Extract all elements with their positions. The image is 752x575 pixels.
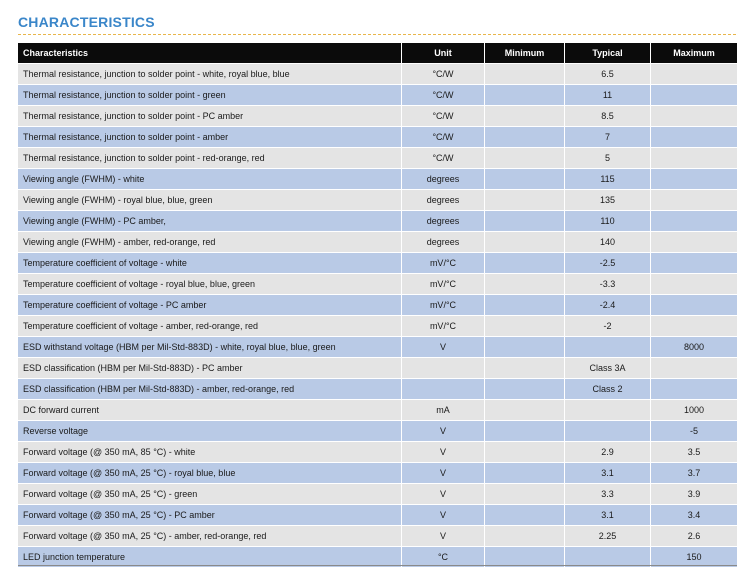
table-row — [18, 421, 737, 442]
typical-cell: -2.5 — [565, 253, 651, 274]
characteristic-cell: Temperature coefficient of voltage - amber, red-orange, red — [18, 316, 402, 337]
characteristic-cell: Viewing angle (FWHM) - amber, red-orange, red — [18, 232, 402, 253]
minimum-cell — [485, 85, 565, 106]
table-row — [18, 253, 737, 274]
table-row — [18, 442, 737, 463]
characteristic-cell: Reverse voltage — [18, 421, 402, 442]
minimum-cell — [485, 274, 565, 295]
maximum-cell — [651, 358, 737, 379]
table-row — [18, 232, 737, 253]
typical-cell: -2 — [565, 316, 651, 337]
typical-cell: 5 — [565, 148, 651, 169]
minimum-cell — [485, 505, 565, 526]
title-divider — [18, 34, 736, 35]
unit-cell: V — [402, 484, 485, 505]
typical-cell — [565, 337, 651, 358]
maximum-cell: 3.7 — [651, 463, 737, 484]
unit-cell: °C/W — [402, 148, 485, 169]
characteristic-cell: Thermal resistance, junction to solder point - green — [18, 85, 402, 106]
minimum-cell — [485, 127, 565, 148]
typical-cell: -2.4 — [565, 295, 651, 316]
characteristic-cell: Viewing angle (FWHM) - PC amber, — [18, 211, 402, 232]
characteristic-cell: Thermal resistance, junction to solder point - white, royal blue, blue — [18, 64, 402, 85]
unit-cell: V — [402, 526, 485, 547]
maximum-cell: 3.9 — [651, 484, 737, 505]
minimum-cell — [485, 379, 565, 400]
typical-cell: Class 2 — [565, 379, 651, 400]
table-row — [18, 463, 737, 484]
unit-cell: °C/W — [402, 64, 485, 85]
maximum-cell — [651, 148, 737, 169]
characteristic-cell: Thermal resistance, junction to solder point - red-orange, red — [18, 148, 402, 169]
maximum-cell — [651, 64, 737, 85]
maximum-cell: 2.6 — [651, 526, 737, 547]
table-row — [18, 358, 737, 379]
maximum-cell: -5 — [651, 421, 737, 442]
table-row — [18, 148, 737, 169]
minimum-cell — [485, 232, 565, 253]
typical-cell: 3.1 — [565, 505, 651, 526]
characteristics-table — [18, 43, 737, 568]
characteristic-cell: Temperature coefficient of voltage - royal blue, blue, green — [18, 274, 402, 295]
unit-cell: mV/°C — [402, 295, 485, 316]
characteristic-cell: Forward voltage (@ 350 mA, 85 °C) - white — [18, 442, 402, 463]
typical-cell: 110 — [565, 211, 651, 232]
unit-cell: V — [402, 421, 485, 442]
minimum-cell — [485, 106, 565, 127]
unit-cell: degrees — [402, 169, 485, 190]
characteristic-cell: Forward voltage (@ 350 mA, 25 °C) - amber, red-orange, red — [18, 526, 402, 547]
typical-cell: 3.3 — [565, 484, 651, 505]
typical-cell: 8.5 — [565, 106, 651, 127]
table-row — [18, 526, 737, 547]
characteristic-cell: Viewing angle (FWHM) - royal blue, blue, green — [18, 190, 402, 211]
section-title: CHARACTERISTICS — [18, 14, 155, 30]
header-typical: Typical — [565, 43, 651, 64]
typical-cell: 135 — [565, 190, 651, 211]
maximum-cell — [651, 316, 737, 337]
typical-cell — [565, 400, 651, 421]
minimum-cell — [485, 295, 565, 316]
unit-cell: mA — [402, 400, 485, 421]
table-row — [18, 127, 737, 148]
table-row — [18, 169, 737, 190]
minimum-cell — [485, 211, 565, 232]
typical-cell: 7 — [565, 127, 651, 148]
unit-cell — [402, 379, 485, 400]
typical-cell: 140 — [565, 232, 651, 253]
minimum-cell — [485, 148, 565, 169]
typical-cell: 3.1 — [565, 463, 651, 484]
minimum-cell — [485, 190, 565, 211]
unit-cell: °C — [402, 547, 485, 568]
table-row — [18, 379, 737, 400]
minimum-cell — [485, 526, 565, 547]
unit-cell: degrees — [402, 232, 485, 253]
table-row — [18, 337, 737, 358]
minimum-cell — [485, 64, 565, 85]
unit-cell: mV/°C — [402, 316, 485, 337]
maximum-cell — [651, 274, 737, 295]
unit-cell: V — [402, 463, 485, 484]
characteristic-cell: LED junction temperature — [18, 547, 402, 568]
maximum-cell — [651, 232, 737, 253]
minimum-cell — [485, 253, 565, 274]
minimum-cell — [485, 484, 565, 505]
minimum-cell — [485, 169, 565, 190]
maximum-cell — [651, 253, 737, 274]
unit-cell: mV/°C — [402, 274, 485, 295]
table-row — [18, 295, 737, 316]
typical-cell: 115 — [565, 169, 651, 190]
unit-cell: V — [402, 337, 485, 358]
header-maximum: Maximum — [651, 43, 737, 64]
typical-cell: 2.9 — [565, 442, 651, 463]
header-minimum: Minimum — [485, 43, 565, 64]
table-row — [18, 211, 737, 232]
maximum-cell: 3.5 — [651, 442, 737, 463]
typical-cell: 2.25 — [565, 526, 651, 547]
characteristic-cell: ESD classification (HBM per Mil-Std-883D) - PC amber — [18, 358, 402, 379]
header-unit: Unit — [402, 43, 485, 64]
minimum-cell — [485, 400, 565, 421]
table-row — [18, 316, 737, 337]
maximum-cell — [651, 106, 737, 127]
table-row — [18, 505, 737, 526]
typical-cell: Class 3A — [565, 358, 651, 379]
characteristic-cell: Temperature coefficient of voltage - white — [18, 253, 402, 274]
characteristic-cell: DC forward current — [18, 400, 402, 421]
maximum-cell — [651, 85, 737, 106]
minimum-cell — [485, 337, 565, 358]
minimum-cell — [485, 358, 565, 379]
minimum-cell — [485, 421, 565, 442]
unit-cell: degrees — [402, 211, 485, 232]
maximum-cell — [651, 211, 737, 232]
characteristic-cell: Forward voltage (@ 350 mA, 25 °C) - green — [18, 484, 402, 505]
maximum-cell: 1000 — [651, 400, 737, 421]
maximum-cell: 8000 — [651, 337, 737, 358]
typical-cell — [565, 421, 651, 442]
typical-cell: 6.5 — [565, 64, 651, 85]
unit-cell: °C/W — [402, 85, 485, 106]
unit-cell: degrees — [402, 190, 485, 211]
typical-cell: -3.3 — [565, 274, 651, 295]
table-row — [18, 85, 737, 106]
characteristic-cell: ESD withstand voltage (HBM per Mil-Std-883D) - white, royal blue, blue, green — [18, 337, 402, 358]
typical-cell: 11 — [565, 85, 651, 106]
characteristic-cell: Thermal resistance, junction to solder point - amber — [18, 127, 402, 148]
maximum-cell — [651, 169, 737, 190]
unit-cell: V — [402, 442, 485, 463]
unit-cell: °C/W — [402, 106, 485, 127]
table-row — [18, 484, 737, 505]
maximum-cell — [651, 127, 737, 148]
characteristic-cell: Temperature coefficient of voltage - PC amber — [18, 295, 402, 316]
table-row — [18, 106, 737, 127]
minimum-cell — [485, 463, 565, 484]
table-row — [18, 64, 737, 85]
characteristic-cell: Forward voltage (@ 350 mA, 25 °C) - royal blue, blue — [18, 463, 402, 484]
unit-cell — [402, 358, 485, 379]
table-bottom-border — [18, 565, 737, 566]
maximum-cell: 3.4 — [651, 505, 737, 526]
maximum-cell — [651, 295, 737, 316]
unit-cell: mV/°C — [402, 253, 485, 274]
characteristic-cell: ESD classification (HBM per Mil-Std-883D) - amber, red-orange, red — [18, 379, 402, 400]
unit-cell: V — [402, 505, 485, 526]
table-row — [18, 190, 737, 211]
table-header-row — [18, 43, 737, 64]
unit-cell: °C/W — [402, 127, 485, 148]
table-body — [18, 64, 737, 568]
characteristic-cell: Viewing angle (FWHM) - white — [18, 169, 402, 190]
minimum-cell — [485, 316, 565, 337]
characteristic-cell: Forward voltage (@ 350 mA, 25 °C) - PC amber — [18, 505, 402, 526]
maximum-cell — [651, 379, 737, 400]
minimum-cell — [485, 442, 565, 463]
table-row — [18, 274, 737, 295]
header-characteristics: Characteristics — [18, 43, 402, 64]
table-row — [18, 400, 737, 421]
characteristic-cell: Thermal resistance, junction to solder point - PC amber — [18, 106, 402, 127]
maximum-cell — [651, 190, 737, 211]
maximum-cell: 150 — [651, 547, 737, 568]
